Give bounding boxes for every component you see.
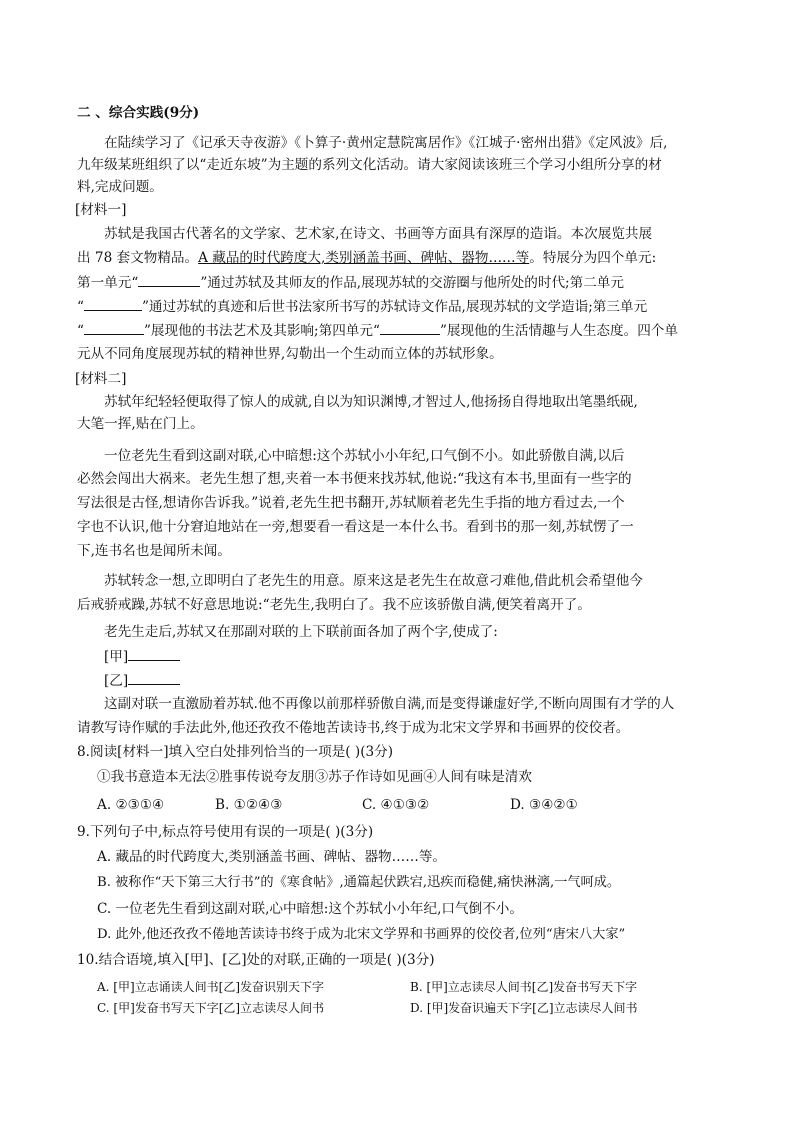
material1-line-1: 苏轼是我国古代著名的文学家、艺术家,在诗文、书画等方面具有深厚的造诣。本次展览共展 (104, 226, 653, 242)
material2-line-7: 下,连书名也是闻所未闻。 (77, 543, 231, 559)
material2-line-10: 老先生走后,苏轼又在那副对联的上下联前面各加了两个字,使成了: (104, 624, 498, 640)
couplet-yi-blank (128, 670, 180, 685)
material1-label: [材料一] (75, 202, 127, 218)
material1-line-4-a: “ (77, 299, 84, 315)
material2-line-6: 字也不认识,他十分窘迫地站在一旁,想要看一看这是一本什么书。看到书的那一刻,苏轼愣了一 (77, 519, 634, 535)
material1-line-3-a: 第一单元“ (77, 275, 139, 291)
couplet-jia-label: [甲] (104, 649, 129, 665)
section-title: 二 、综合实践(9分) (77, 105, 200, 121)
material1-line-2-b: 。特展分为四个单元: (529, 250, 657, 266)
underlined-sentence-a: A 藏品的时代跨度大,类别涵盖书画、碑帖、器物……等 (198, 250, 530, 266)
q8-option-a[interactable]: A. ②③①④ (97, 797, 165, 813)
material2-line-4: 必然会闯出大祸来。老先生想了想,夹着一本书便来找苏轼,他说:“我这有本书,里面有一些字的 (77, 471, 632, 487)
q8-option-b[interactable]: B. ①②④③ (215, 797, 283, 813)
material1-line-2 (77, 248, 656, 268)
q10-stem: 10.结合语境,填入[甲]、[乙]处的对联,正确的一项是( )(3分) (77, 952, 435, 968)
material1-line-6: 元从不同角度展现苏轼的精神世界,勾勒出一个生动而立体的苏轼形象。 (77, 346, 503, 362)
material2-end-line-1: 这副对联一直激励着苏轼.他不再像以前那样骄傲自满,而是变得谦虚好学,不断向周围有才学的人 (104, 696, 675, 712)
material2-line-5: 写法很是古怪,想请你告诉我。”说着,老先生把书翻开,苏轼顺着老先生手指的地方看过去,一个 (77, 495, 625, 511)
q8-option-d[interactable]: D. ③④②① (510, 797, 578, 813)
q10-option-a[interactable]: A. [甲]立志诵读人间书[乙]发奋识别天下字 (97, 980, 325, 994)
material2-line-8: 苏轼转念一想,立即明白了老先生的用意。原来这是老先生在故意刁难他,借此机会希望他今 (104, 573, 643, 589)
material2-label: [材料二] (75, 371, 127, 387)
material2-line-3: 一位老先生看到这副对联,心中暗想:这个苏轼小小年纪,口气倒不小。如此骄傲自满,以后 (104, 448, 625, 464)
couplet-yi-label: [乙] (104, 673, 129, 689)
material1-line-5-c: ”展现他的生活情趣与人生态度。四个单 (439, 323, 678, 339)
q8-stem: 8.阅读[材料一]填入空白处排列恰当的一项是( )(3分) (77, 744, 394, 760)
q9-stem: 9.下列句子中,标点符号使用有误的一项是( )(3分) (77, 824, 374, 840)
material2-line-2: 大笔一挥,贴在门上。 (77, 416, 204, 432)
intro-line-1: 在陆续学习了《记承天寺夜游》《卜算子·黄州定慧院寓居作》《江城子·密州出猎》《定风波》后, (104, 135, 668, 151)
material1-line-3 (77, 272, 624, 293)
q9-option-b[interactable]: B. 被称作“天下第三大行书”的《寒食帖》,通篇起伏跌宕,迅疾而稳健,痛快淋漓,一气呵成。 (97, 875, 621, 890)
q9-option-d[interactable]: D. 此外,他还孜孜不倦地苦读诗书终于成为北宋文学界和书画界的佼佼者,位列“唐宋八大家” (97, 927, 626, 942)
blank-unit-4 (380, 320, 440, 335)
material1-line-4-b: ”通过苏轼的真迹和后世书法家所书写的苏轼诗文作品,展现苏轼的文学造诣;第三单元 (141, 299, 648, 315)
couplet-jia (104, 646, 180, 667)
blank-unit-2 (84, 296, 142, 311)
blank-unit-3 (84, 320, 144, 335)
intro-line-2: 九年级某班组织了以“走近东坡”为主题的系列文化活动。请大家阅读该班三个学习小组所分享的材 (77, 157, 662, 173)
q9-option-c[interactable]: C. 一位老先生看到这副对联,心中暗想:这个苏轼小小年纪,口气倒不小。 (97, 901, 523, 917)
q8-option-c[interactable]: C. ④①③② (362, 797, 430, 813)
material2-line-9: 后戒骄戒躁,苏轼不好意思地说:“老先生,我明白了。我不应该骄傲自满,便笑着离开了。 (77, 597, 591, 613)
material1-line-2-a: 出 78 套文物精品。 (77, 250, 199, 266)
intro-line-3: 料,完成问题。 (77, 179, 163, 195)
material1-line-3-b: ”通过苏轼及其师友的作品,展现苏轼的交游圈与他所处的时代;第二单元 (200, 275, 624, 291)
material1-line-5 (77, 320, 678, 341)
couplet-yi (104, 670, 180, 691)
material1-line-4 (77, 296, 647, 317)
q10-option-c[interactable]: C. [甲]发奋书写天下字[乙]立志读尽人间书 (97, 1001, 325, 1015)
material1-line-5-a: “ (77, 323, 84, 339)
material2-end-line-2: 请教写诗作赋的手法此外,他还孜孜不倦地苦读诗书,终于成为北宋文学界和书画界的佼佼者。 (77, 720, 630, 736)
q8-items: ①我书意造本无法②胜事传说夸友朋③苏子作诗如见画④人间有味是清欢 (97, 769, 532, 785)
material2-line-1: 苏轼年纪轻轻便取得了惊人的成就,自以为知识渊博,才智过人,他扬扬自得地取出笔墨纸砚, (104, 394, 638, 410)
q9-option-a[interactable]: A. 藏品的时代跨度大,类别涵盖书画、碑帖、器物……等。 (97, 849, 447, 865)
blank-unit-1 (138, 272, 200, 287)
q10-option-d[interactable]: D. [甲]发奋识遍天下字[乙]立志读尽人间书 (410, 1001, 638, 1015)
couplet-jia-blank (128, 646, 180, 661)
q10-option-b[interactable]: B. [甲]立志读尽人间书[乙]发奋书写天下字 (410, 980, 638, 994)
material1-line-5-b: ”展现他的书法艺术及其影响;第四单元“ (143, 323, 380, 339)
